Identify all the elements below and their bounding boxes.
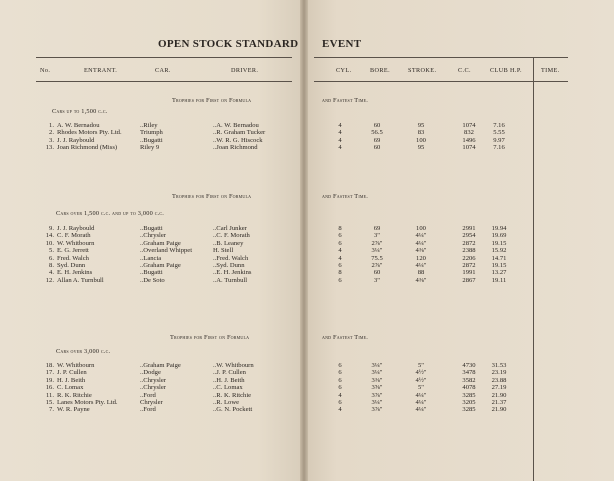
col-header-cc: C.C. [458, 67, 471, 74]
trophy-note-left: Trophies for First on Formula [172, 97, 252, 104]
car-make: ..Dodge [140, 369, 161, 377]
header-rule-top-left [36, 57, 292, 58]
cylinders: 6 [338, 384, 342, 392]
cc: 2872 [462, 239, 476, 247]
entrant-name: E. H. Jenkins [57, 269, 93, 277]
club-hp: 7.16 [493, 144, 505, 152]
entry-number: 11. [46, 391, 54, 399]
class-label: Cars up to 1,500 c.c. [52, 108, 108, 115]
driver-name: ..W. R. G. Hiscock [213, 136, 263, 144]
bore: 56.5 [371, 129, 383, 137]
car-make: ..Bugatti [140, 225, 163, 232]
table-row [0, 122, 560, 129]
bore: 69 [373, 225, 381, 232]
col-header-time: TIME. [541, 67, 560, 74]
class-label: Cars over 1,500 c.c. and up to 3,000 c.c. [56, 210, 165, 217]
bore: 3¼" [371, 369, 383, 377]
entrant-name: C. F. Morath [57, 232, 91, 240]
entrant-name: A. W. Bernadou [57, 122, 100, 129]
stroke: 4¼" [415, 239, 427, 247]
stroke: 5" [418, 384, 424, 392]
entrant-name: Joan Richmond (Miss) [57, 144, 118, 152]
driver-name: ..Fred. Walch [213, 254, 249, 262]
trophy-note-right: and Fastest Time. [322, 334, 369, 341]
entry-number: 8. [49, 262, 54, 269]
cylinders: 6 [338, 232, 342, 240]
table-row [0, 262, 560, 269]
driver-name: ..W. Whitbourn [213, 362, 254, 369]
club-hp: 19.69 [491, 232, 507, 240]
bore: 2⅞" [371, 262, 383, 269]
car-make: ..Graham Paige [140, 262, 181, 269]
table-row [0, 137, 560, 144]
class-label: Cars over 3,000 c.c. [56, 348, 111, 355]
driver-name: ..R. Graham Tucker [213, 129, 266, 137]
entry-number: 12. [45, 276, 54, 284]
bore: 60 [373, 122, 381, 129]
stroke: 120 [416, 254, 426, 262]
stroke: 95 [417, 144, 425, 152]
entry-number: 13. [45, 144, 54, 152]
stroke: 4½" [415, 376, 427, 384]
cylinders: 6 [338, 239, 342, 247]
cc: 832 [464, 129, 474, 137]
trophy-note-right: and Fastest Time. [322, 97, 369, 104]
table-row [0, 392, 560, 399]
entrant-name: R. K. Ritchie [57, 391, 92, 399]
cc: 2991 [462, 225, 476, 232]
driver-name: ..A. Turnbull [213, 276, 248, 284]
cc: 2954 [462, 232, 476, 240]
cylinders: 4 [338, 406, 342, 414]
driver-name: ..C. Lomax [213, 384, 243, 392]
bore: 69 [373, 136, 381, 144]
club-hp: 14.71 [491, 254, 507, 262]
cylinders: 4 [338, 247, 342, 255]
cc: 1991 [462, 269, 476, 277]
car-make: ..Bugatti [140, 136, 163, 144]
cc: 2867 [462, 276, 476, 284]
driver-name: ..B. Leaney [213, 239, 244, 247]
entrant-name: J. J. Raybould [57, 225, 95, 232]
stroke: 4⅜" [415, 276, 427, 284]
club-hp: 5.55 [493, 129, 505, 137]
header-rule-bottom-left [36, 81, 292, 82]
table-row [0, 369, 560, 376]
col-header-bore: BORE. [370, 67, 391, 74]
driver-name: H. Stell [213, 247, 234, 255]
entrant-name: Lanes Motors Pty. Ltd. [57, 399, 118, 406]
stroke: 4½" [415, 369, 427, 377]
entrant-name: Fred. Walch [57, 254, 89, 262]
stroke: 100 [416, 225, 426, 232]
cylinders: 4 [338, 136, 342, 144]
table-row [0, 129, 560, 136]
entrant-name: Rhodes Motors Pty. Ltd. [57, 129, 122, 137]
col-header-stroke: STROKE. [408, 67, 437, 74]
entrant-name: W. Whitbourn [57, 239, 95, 247]
club-hp: 19.15 [491, 239, 507, 247]
cc: 1074 [462, 144, 476, 152]
entry-number: 4. [49, 269, 54, 277]
cc: 4730 [462, 362, 476, 369]
entrant-name: Allan A. Turnbull [57, 276, 104, 284]
car-make: Chrysler [140, 399, 163, 406]
car-make: ..Chrysler [140, 232, 167, 240]
cc: 2388 [462, 247, 476, 255]
bore: 2⅞" [371, 239, 383, 247]
club-hp: 7.16 [493, 122, 505, 129]
car-make: ..Ford [140, 406, 156, 414]
club-hp: 9.97 [493, 136, 505, 144]
cc: 1074 [462, 122, 476, 129]
cylinders: 8 [338, 225, 342, 232]
cylinders: 6 [338, 376, 342, 384]
col-header-driver: DRIVER. [231, 67, 259, 74]
car-make: ..Chrysler [140, 376, 167, 384]
entry-number: 15. [45, 399, 54, 406]
club-hp: 21.90 [491, 406, 507, 414]
cylinders: 6 [338, 399, 342, 406]
entry-number: 9. [49, 225, 54, 232]
bore: 3⅞" [371, 391, 383, 399]
stroke: 4¼" [415, 406, 427, 414]
stroke: 100 [416, 136, 426, 144]
cc: 2206 [462, 254, 476, 262]
club-hp: 19.15 [491, 262, 507, 269]
car-make: ..Riley [140, 122, 158, 129]
club-hp: 31.53 [491, 362, 507, 369]
cc: 2872 [462, 262, 476, 269]
entrant-name: J. P. Cullen [57, 369, 87, 377]
entry-number: 16. [45, 384, 54, 392]
driver-name: ..Carl Junker [213, 225, 247, 232]
entry-number: 7. [49, 406, 54, 414]
club-hp: 23.19 [491, 369, 507, 377]
table-row [0, 240, 560, 247]
car-make: ..Lancia [140, 254, 162, 262]
car-make: ..Ford [140, 391, 156, 399]
cc: 3285 [462, 391, 476, 399]
entry-number: 19. [45, 376, 54, 384]
entrant-name: Syd. Dunn [57, 262, 86, 269]
driver-name: ..C. F. Morath [213, 232, 250, 240]
car-make: Riley 9 [140, 144, 160, 152]
car-make: ..De Soto [140, 276, 165, 284]
bore: 3¼" [371, 399, 383, 406]
entrant-name: W. R. Payne [57, 406, 90, 414]
table-row [0, 277, 560, 284]
cc: 3285 [462, 406, 476, 414]
entry-number: 14. [45, 232, 54, 240]
trophy-note-left: Trophies for First on Formula [172, 193, 252, 200]
table-row [0, 225, 560, 232]
club-hp: 13.27 [491, 269, 507, 277]
bore: 3⅜" [371, 376, 383, 384]
driver-name: ..R. K. Ritchie [213, 391, 252, 399]
entry-number: 17. [45, 369, 54, 377]
entrant-name: E. G. Jerrett [57, 247, 89, 255]
table-row [0, 406, 560, 413]
cylinders: 4 [338, 391, 342, 399]
bore: 60 [373, 269, 381, 277]
club-hp: 21.90 [491, 391, 507, 399]
entrant-name: W. Whitbourn [57, 362, 95, 369]
table-row [0, 384, 560, 391]
trophy-note-right: and Fastest Time. [322, 193, 369, 200]
cc: 3205 [462, 399, 476, 406]
club-hp: 15.92 [491, 247, 507, 255]
bore: 60 [373, 144, 381, 152]
car-make: ..Graham Paige [140, 239, 181, 247]
club-hp: 19.11 [491, 276, 507, 284]
table-row [0, 377, 560, 384]
bore: 75.5 [371, 254, 383, 262]
entry-number: 18. [45, 362, 54, 369]
bore: 3" [374, 232, 380, 240]
entry-number: 5. [49, 247, 54, 255]
car-make: ..Chrysler [140, 384, 167, 392]
stroke: 95 [417, 122, 425, 129]
cc: 3582 [462, 376, 476, 384]
entry-number: 3. [49, 136, 54, 144]
col-header-cyl: CYL. [336, 67, 352, 74]
table-row [0, 269, 560, 276]
stroke: 4¼" [415, 391, 427, 399]
driver-name: ..E. H. Jenkins [213, 269, 252, 277]
header-rule-bottom-right [314, 81, 568, 82]
car-make: ..Overland Whippet [140, 247, 193, 255]
cylinders: 4 [338, 144, 342, 152]
driver-name: ..H. J. Beith [213, 376, 245, 384]
cylinders: 6 [338, 362, 342, 369]
col-header-car: CAR. [155, 67, 171, 74]
entrant-name: J. J. Raybould [57, 136, 95, 144]
col-header-entrant: ENTRANT. [84, 67, 118, 74]
stroke: 4¼" [415, 232, 427, 240]
bore: 3¼" [371, 362, 383, 369]
entrant-name: H. J. Beith [57, 376, 86, 384]
stroke: 88 [417, 269, 425, 277]
club-hp: 27.19 [491, 384, 507, 392]
driver-name: ..Syd. Dunn [213, 262, 245, 269]
bore: 3⅝" [371, 384, 383, 392]
entrant-name: C. Lomax [57, 384, 84, 392]
cc: 3478 [462, 369, 476, 377]
stroke: 4¼" [415, 262, 427, 269]
table-row [0, 255, 560, 262]
club-hp: 23.88 [491, 376, 507, 384]
cylinders: 4 [338, 122, 342, 129]
cylinders: 6 [338, 262, 342, 269]
header-rule-top-right [314, 57, 568, 58]
cc: 4078 [462, 384, 476, 392]
entry-number: 2. [49, 129, 54, 137]
col-header-no: No. [40, 67, 51, 74]
cylinders: 4 [338, 254, 342, 262]
car-make: Triumph [140, 129, 163, 137]
car-make: ..Graham Paige [140, 362, 181, 369]
entry-number: 1. [49, 122, 54, 129]
event-title-left: OPEN STOCK STANDARD [158, 38, 299, 50]
car-make: ..Bugatti [140, 269, 163, 277]
table-row [0, 362, 560, 369]
cylinders: 6 [338, 369, 342, 377]
driver-name: ..R. Lowe [213, 399, 240, 406]
bore: 3¼" [371, 247, 383, 255]
col-header-club-hp: CLUB H.P. [490, 67, 522, 74]
table-row [0, 232, 560, 239]
table-row [0, 247, 560, 254]
club-hp: 21.37 [491, 399, 507, 406]
cylinders: 4 [338, 129, 342, 137]
driver-name: ..J. P. Cullen [213, 369, 246, 377]
stroke: 83 [417, 129, 425, 137]
driver-name: ..Joan Richmond [213, 144, 258, 152]
stroke: 4⅜" [415, 247, 427, 255]
cc: 1496 [462, 136, 476, 144]
trophy-note-left: Trophies for First on Formula [170, 334, 250, 341]
table-row [0, 144, 560, 151]
bore: 3" [374, 276, 380, 284]
club-hp: 19.94 [491, 225, 507, 232]
stroke: 4¼" [415, 399, 427, 406]
driver-name: ..A. W. Bernadou [213, 122, 259, 129]
bore: 3⅞" [371, 406, 383, 414]
driver-name: ..G. N. Pockett [213, 406, 253, 414]
cylinders: 8 [338, 269, 342, 277]
stroke: 5" [418, 362, 424, 369]
cylinders: 6 [338, 276, 342, 284]
event-title-right: EVENT [322, 38, 362, 50]
entry-number: 6. [49, 254, 54, 262]
table-row [0, 399, 560, 406]
entry-number: 10. [45, 239, 54, 247]
